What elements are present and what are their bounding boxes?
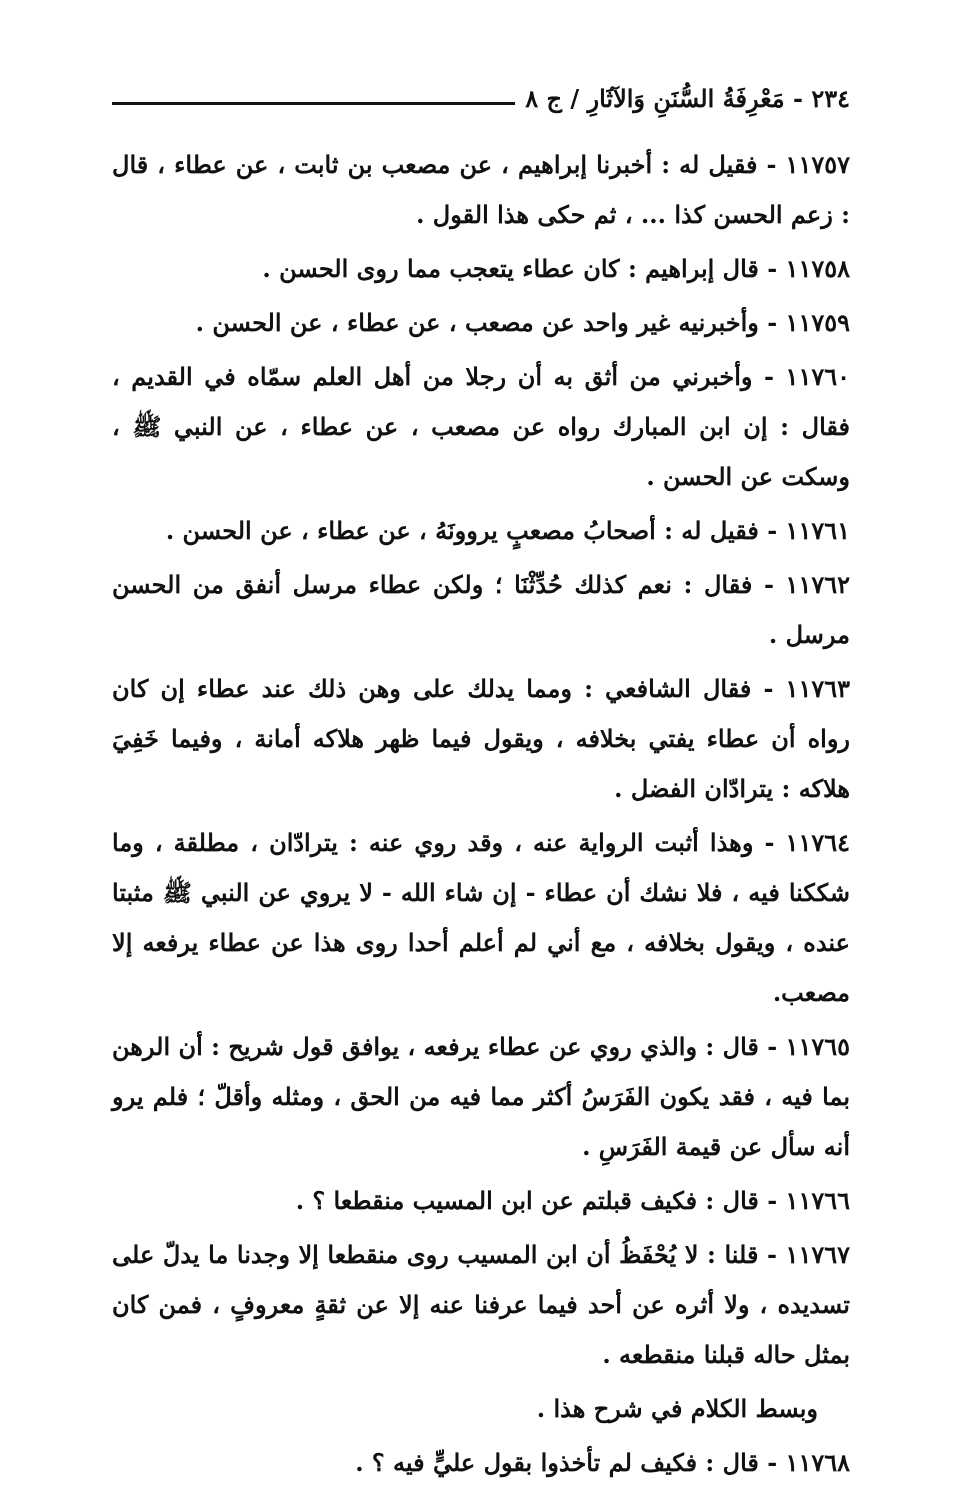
page-header xyxy=(112,80,850,120)
paragraph-11761: ١١٧٦١ - فقيل له : أصحابُ مصعبٍ يروونَهُ ، عن عطاء ، عن الحسن . xyxy=(165,516,850,545)
paragraph-11757: ١١٧٥٧ - فقيل له : أخبرنا إبراهيم ، عن مصعب بن ثابت ، عن عطاء ، قال : زعم الحسن كذا ... ، ثم حكى هذا القول . xyxy=(112,150,850,229)
paragraph-11768: ١١٧٦٨ - قال : فكيف لم تأخذوا بقول عليٍّ فيه ؟ . xyxy=(355,1448,850,1477)
paragraph-11765: ١١٧٦٥ - قال : والذي روي عن عطاء يرفعه ، يوافق قول شريح : أن الرهن بما فيه ، فقد يكون الفَرَسُ أكثر مما فيه من الحق ، ومثله وأقلّ ؛ فلم يرو أنه سأل عن قيمة الفَرَسِ . xyxy=(112,1032,850,1161)
paragraph-commentary: وبسط الكلام في شرح هذا . xyxy=(536,1394,818,1423)
paragraph-11766: ١١٧٦٦ - قال : فكيف قبلتم عن ابن المسيب منقطعا ؟ . xyxy=(295,1186,850,1215)
paragraph-11767: ١١٧٦٧ - قلنا : لا يُحْفَظُ أن ابن المسيب روى منقطعا إلا وجدنا ما يدلّ على تسديده ، ولا أثره عن أحد فيما عرفنا عنه إلا عن ثقةٍ معروفٍ ، فمن كان بمثل حاله قبلنا منقطعه . xyxy=(112,1240,850,1369)
running-header: ٢٣٤ - مَعْرِفَةُ السُّنَنِ وَالآثَارِ / ج ٨ xyxy=(515,84,850,113)
paragraph-11760: ١١٧٦٠ - وأخبرني من أثق به أن رجلا من أهل العلم سمّاه في القديم ، فقال : إن ابن المبارك رواه عن مصعب ، عن عطاء ، عن النبي ﷺ ، وسكت عن الحسن . xyxy=(112,362,850,491)
page-body xyxy=(112,140,850,1492)
paragraph-11764: ١١٧٦٤ - وهذا أثبت الرواية عنه ، وقد روي عنه : يترادّان ، مطلقة ، وما شككنا فيه ، فلا نشك أن عطاء - إن شاء الله - لا يروي عن النبي ﷺ مثبتا عنده ، ويقول بخلافه ، مع أني لم أعلم أحدا روى هذا عن عطاء يرفعه إلا مصعب. xyxy=(112,828,850,1007)
paragraph-11758: ١١٧٥٨ - قال إبراهيم : كان عطاء يتعجب مما روى الحسن . xyxy=(262,254,850,283)
paragraph-11763: ١١٧٦٣ - فقال الشافعي : ومما يدلك على وهن ذلك عند عطاء إن كان رواه أن عطاء يفتي بخلافه ، ويقول فيما ظهر هلاكه أمانة ، وفيما خَفِيَ هلاكه : يترادّان الفضل . xyxy=(112,674,850,803)
paragraph-11762: ١١٧٦٢ - فقال : نعم كذلك حُدِّثْنَا ؛ ولكن عطاء مرسل أنفق من الحسن مرسل . xyxy=(112,570,850,649)
paragraph-11759: ١١٧٥٩ - وأخبرنيه غير واحد عن مصعب ، عن عطاء ، عن الحسن . xyxy=(195,308,850,337)
